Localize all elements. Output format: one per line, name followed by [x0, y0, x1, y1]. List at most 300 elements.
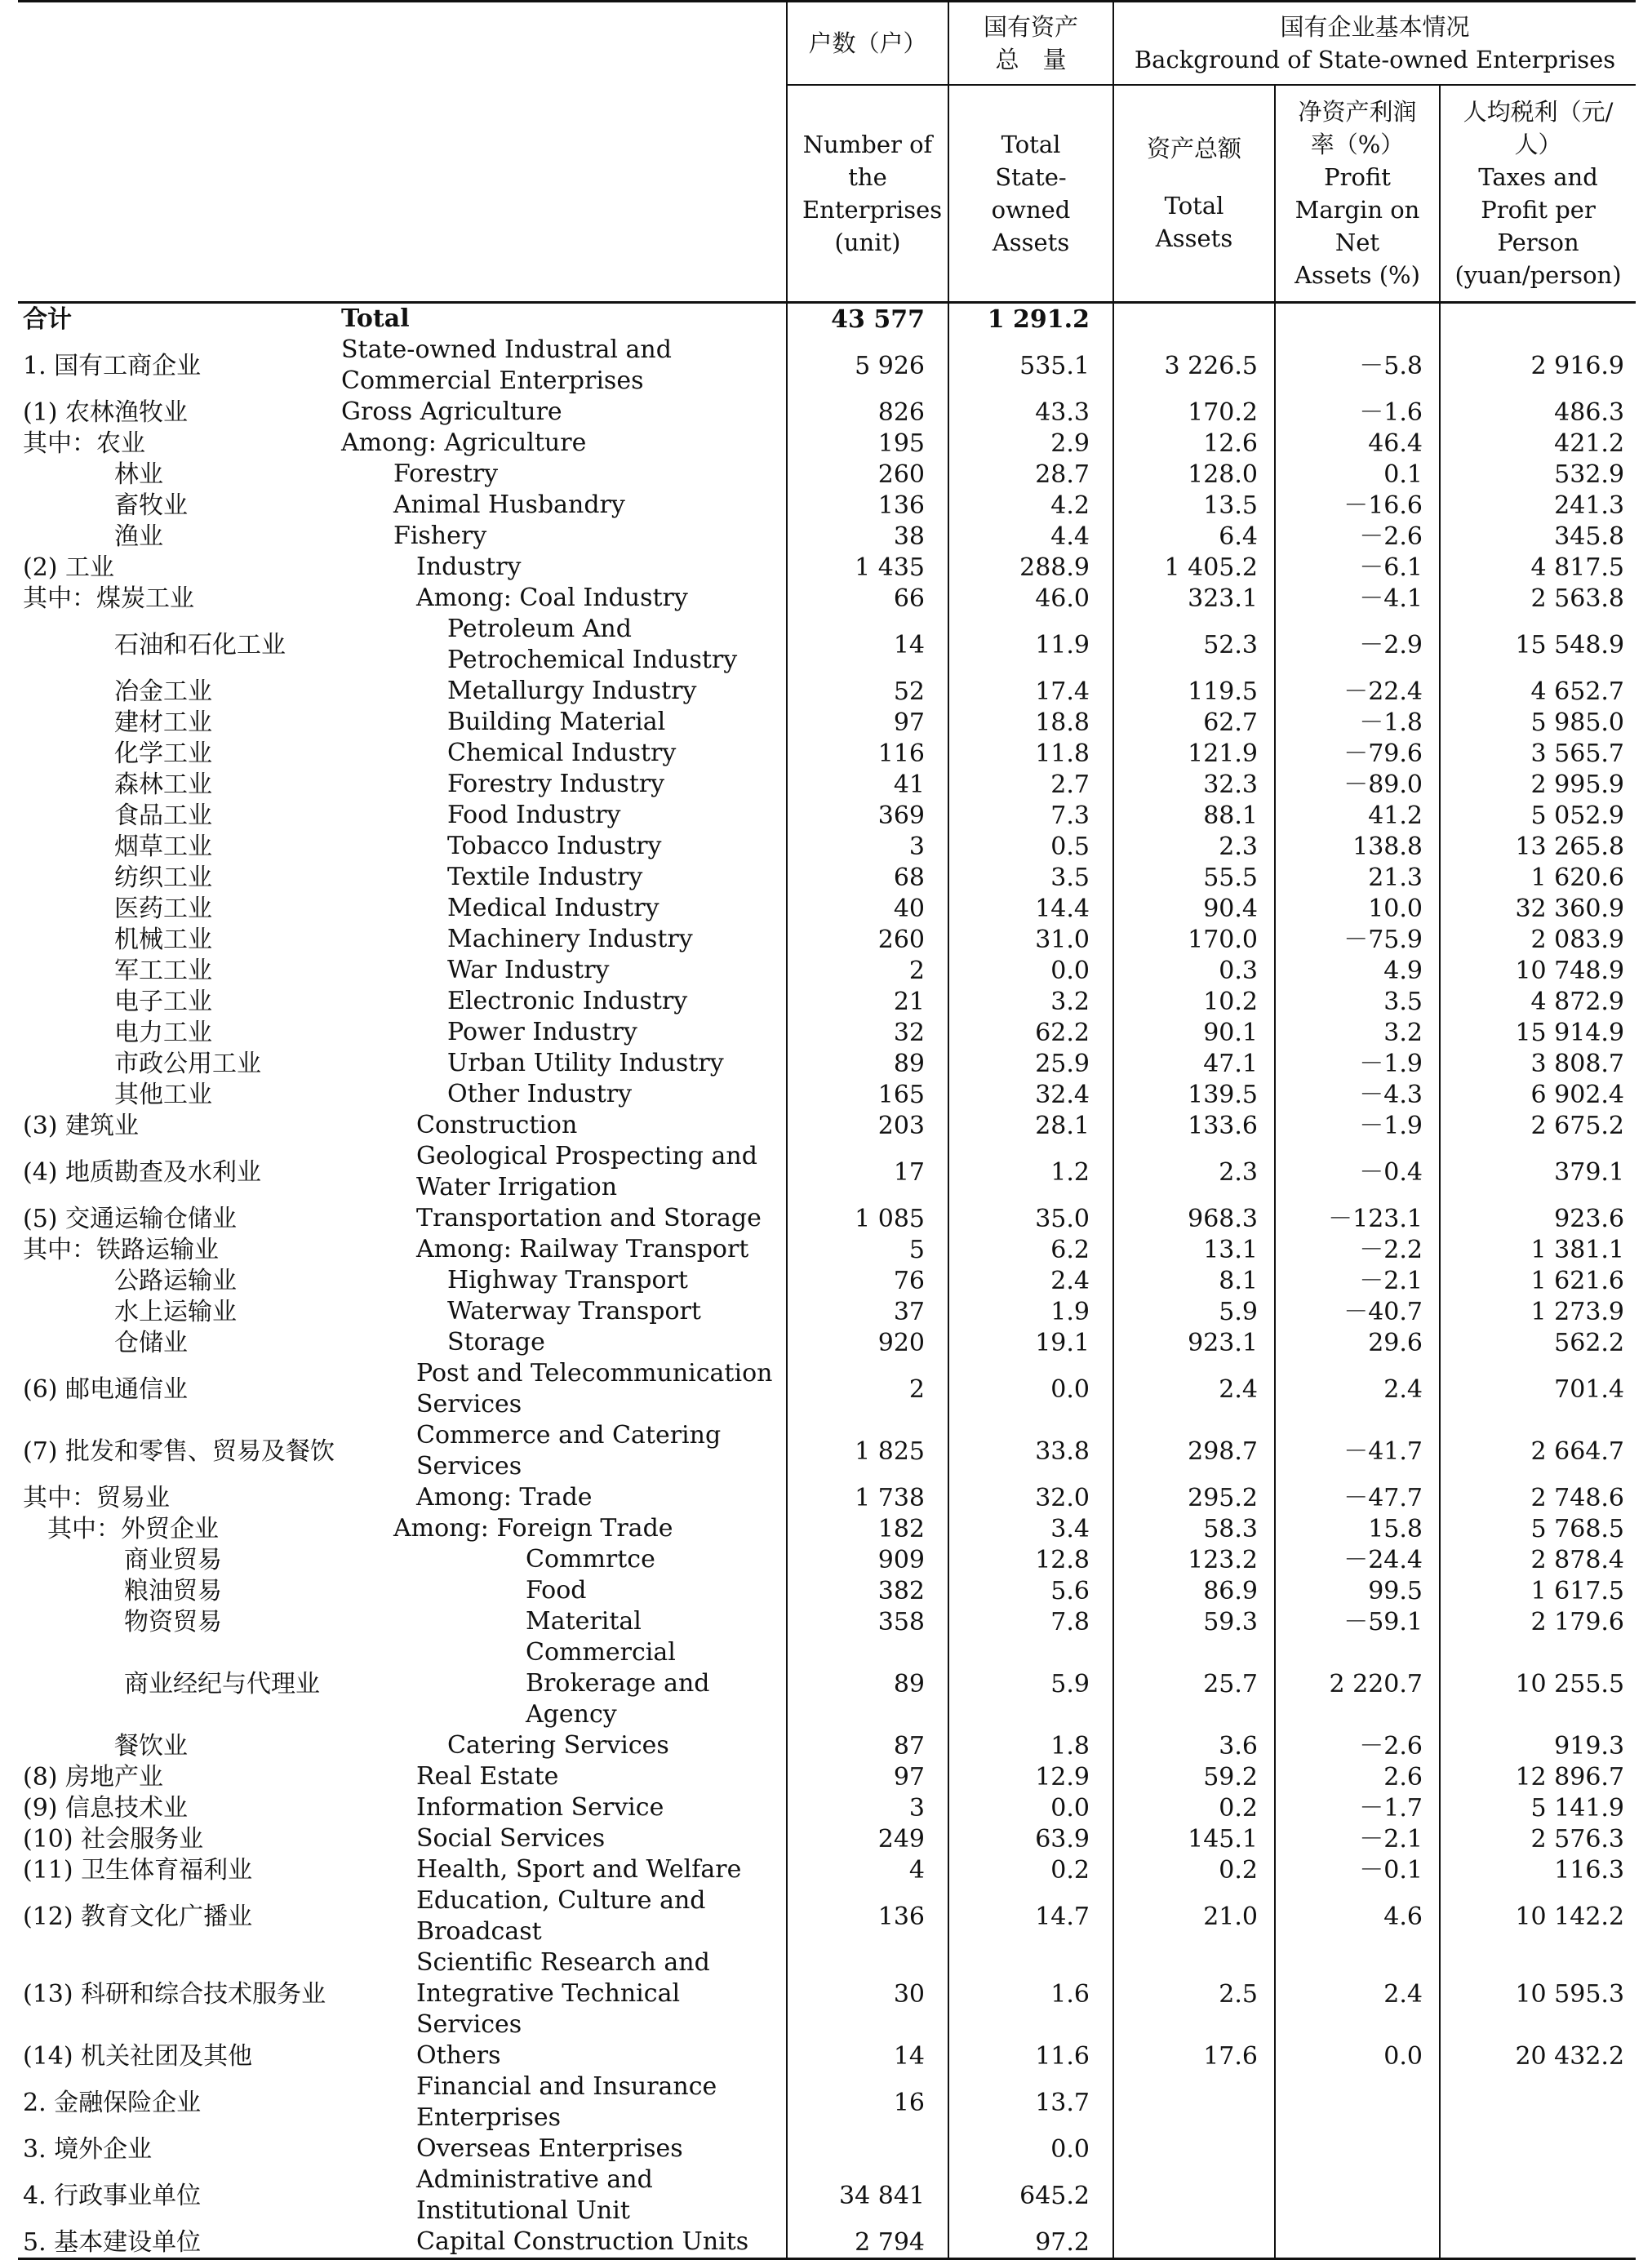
header-assets-en: Total State-owned Assets — [948, 85, 1113, 303]
cell-total-assets: 1 405.2 — [1113, 552, 1275, 583]
cell-state-assets: 3.4 — [948, 1513, 1113, 1544]
cell-state-assets: 4.4 — [948, 521, 1113, 552]
row-label-en: Forestry Industry — [447, 770, 665, 798]
cell-taxes-profit: 6 902.4 — [1440, 1079, 1636, 1110]
table-row — [18, 986, 1636, 1017]
cell-taxes-profit: 13 265.8 — [1440, 831, 1636, 862]
cell-profit-margin: －1.8 — [1275, 707, 1440, 738]
table-row — [18, 769, 1636, 800]
cell-enterprise-count: 37 — [787, 1296, 948, 1327]
row-label-en: Financial and Insurance Enterprises — [416, 2072, 717, 2132]
cell-state-assets: 0.0 — [948, 1358, 1113, 1420]
cell-total-assets: 59.3 — [1113, 1606, 1275, 1637]
row-label-en: Commrtce — [526, 1545, 655, 1574]
cell-enterprise-count: 21 — [787, 986, 948, 1017]
cell-enterprise-count: 136 — [787, 490, 948, 521]
cell-total-assets: 968.3 — [1113, 1203, 1275, 1234]
cell-state-assets: 46.0 — [948, 583, 1113, 614]
cell-taxes-profit: 10 142.2 — [1440, 1885, 1636, 1947]
cell-enterprise-count: 52 — [787, 676, 948, 707]
cell-taxes-profit: 12 896.7 — [1440, 1761, 1636, 1792]
cell-total-assets: 119.5 — [1113, 676, 1275, 707]
cell-total-assets: 298.7 — [1113, 1420, 1275, 1482]
row-label-cn: 2. 金融保险企业 — [23, 2088, 202, 2117]
cell-total-assets — [1113, 2071, 1275, 2133]
cell-enterprise-count: 1 435 — [787, 552, 948, 583]
cell-profit-margin: －6.1 — [1275, 552, 1440, 583]
row-label-cn: (14) 机关社团及其他 — [23, 2041, 253, 2071]
cell-taxes-profit: 241.3 — [1440, 490, 1636, 521]
cell-total-assets: 8.1 — [1113, 1265, 1275, 1296]
table-row — [18, 1079, 1636, 1110]
table-row — [18, 428, 1636, 459]
row-label-en: Gross Agriculture — [341, 397, 562, 426]
cell-enterprise-count — [787, 2133, 948, 2165]
row-label-en: Building Material — [447, 708, 666, 736]
cell-total-assets: 3.6 — [1113, 1730, 1275, 1761]
row-label-en: Among: Foreign Trade — [393, 1514, 673, 1543]
header-profit-margin-en: Profit Margin on Net Assets (%) — [1295, 163, 1420, 289]
row-label-en: Power Industry — [447, 1018, 637, 1046]
cell-enterprise-count: 369 — [787, 800, 948, 831]
cell-profit-margin: －59.1 — [1275, 1606, 1440, 1637]
cell-state-assets: 13.7 — [948, 2071, 1113, 2133]
row-label-en: Capital Construction Units — [336, 2227, 787, 2259]
cell-state-assets: 31.0 — [948, 924, 1113, 955]
cell-total-assets: 88.1 — [1113, 800, 1275, 831]
table-row — [18, 1017, 1636, 1048]
cell-profit-margin: 46.4 — [1275, 428, 1440, 459]
row-label-cn: 4. 行政事业单位 — [23, 2181, 202, 2210]
table-row — [18, 335, 1636, 397]
cell-state-assets: 2.7 — [948, 769, 1113, 800]
row-label-cn: (7) 批发和零售、贸易及餐饮 — [23, 1436, 335, 1466]
cell-total-assets — [1113, 2227, 1275, 2259]
cell-profit-margin: －0.4 — [1275, 1141, 1440, 1203]
cell-enterprise-count: 34 841 — [787, 2165, 948, 2227]
header-assets-cn: 国有资产 总 量 — [948, 2, 1113, 86]
row-label-en: Geological Prospecting and Water Irrigation — [416, 1142, 757, 1201]
row-label-cn: 物资贸易 — [124, 1607, 222, 1636]
cell-total-assets: 52.3 — [1113, 614, 1275, 676]
cell-total-assets: 5.9 — [1113, 1296, 1275, 1327]
cell-total-assets: 12.6 — [1113, 428, 1275, 459]
cell-enterprise-count: 87 — [787, 1730, 948, 1761]
cell-taxes-profit: 4 817.5 — [1440, 552, 1636, 583]
row-label-cn: 水上运输业 — [114, 1297, 237, 1326]
table-row — [18, 1885, 1636, 1947]
cell-enterprise-count: 32 — [787, 1017, 948, 1048]
cell-taxes-profit: 701.4 — [1440, 1358, 1636, 1420]
cell-profit-margin: 15.8 — [1275, 1513, 1440, 1544]
cell-state-assets: 0.0 — [948, 2133, 1113, 2165]
cell-profit-margin: －1.9 — [1275, 1048, 1440, 1079]
table-row — [18, 2071, 1636, 2133]
cell-enterprise-count: 17 — [787, 1141, 948, 1203]
cell-taxes-profit: 4 652.7 — [1440, 676, 1636, 707]
table-row — [18, 893, 1636, 924]
row-label-en: Textile Industry — [447, 863, 643, 891]
row-label-cn: (4) 地质勘查及水利业 — [23, 1157, 262, 1187]
row-label-en: Highway Transport — [447, 1266, 688, 1294]
row-label-en: Forestry — [393, 460, 499, 488]
table-row — [18, 1358, 1636, 1420]
row-label-cn: 5. 基本建设单位 — [18, 2227, 336, 2259]
row-label-cn: (11) 卫生体育福利业 — [23, 1855, 253, 1885]
cell-enterprise-count: 826 — [787, 397, 948, 428]
row-label-cn: (10) 社会服务业 — [23, 1824, 204, 1854]
row-label-cn: 渔业 — [114, 522, 163, 551]
cell-taxes-profit: 2 916.9 — [1440, 335, 1636, 397]
row-label-cn: 其中：煤炭工业 — [23, 584, 194, 613]
cell-state-assets: 43.3 — [948, 397, 1113, 428]
cell-total-assets: 170.0 — [1113, 924, 1275, 955]
header-taxes-profit — [1440, 85, 1636, 303]
cell-profit-margin: 3.2 — [1275, 1017, 1440, 1048]
row-label-cn: (13) 科研和综合技术服务业 — [23, 1979, 326, 2009]
cell-total-assets: 55.5 — [1113, 862, 1275, 893]
cell-profit-margin: －1.6 — [1275, 397, 1440, 428]
statistics-table-page — [18, 0, 1636, 2260]
cell-taxes-profit: 421.2 — [1440, 428, 1636, 459]
cell-enterprise-count: 76 — [787, 1265, 948, 1296]
row-label-cn: 市政公用工业 — [114, 1049, 261, 1078]
cell-enterprise-count: 38 — [787, 521, 948, 552]
cell-total-assets — [1113, 2133, 1275, 2165]
cell-enterprise-count: 43 577 — [787, 303, 948, 335]
cell-taxes-profit: 2 083.9 — [1440, 924, 1636, 955]
row-label-cn: 化学工业 — [114, 739, 212, 768]
cell-profit-margin — [1275, 303, 1440, 335]
cell-total-assets: 0.3 — [1113, 955, 1275, 986]
cell-enterprise-count: 16 — [787, 2071, 948, 2133]
row-label-en: Chemical Industry — [447, 739, 677, 767]
state-owned-enterprises-table — [18, 0, 1636, 2260]
row-label-cn: 冶金工业 — [114, 677, 212, 706]
row-label-en: Tobacco Industry — [447, 832, 662, 860]
row-label-en: Food — [526, 1576, 587, 1605]
header-profit-margin-cn: 净资产利润率（%） — [1298, 98, 1417, 158]
row-label-en: Fishery — [393, 522, 487, 550]
cell-profit-margin — [1275, 2227, 1440, 2259]
row-label-en: Other Industry — [447, 1080, 633, 1108]
cell-profit-margin: －2.2 — [1275, 1234, 1440, 1265]
table-row — [18, 955, 1636, 986]
header-count-cn: 户数（户） — [787, 2, 948, 86]
cell-taxes-profit: 1 273.9 — [1440, 1296, 1636, 1327]
cell-profit-margin: －47.7 — [1275, 1482, 1440, 1513]
cell-profit-margin: 4.6 — [1275, 1885, 1440, 1947]
cell-profit-margin: 99.5 — [1275, 1575, 1440, 1606]
cell-enterprise-count: 260 — [787, 459, 948, 490]
cell-taxes-profit: 4 872.9 — [1440, 986, 1636, 1017]
row-label-cn: 纺织工业 — [114, 863, 212, 892]
cell-state-assets: 1.2 — [948, 1141, 1113, 1203]
cell-total-assets: 32.3 — [1113, 769, 1275, 800]
header-background-en: Background of State-owned Enterprises — [1134, 46, 1616, 73]
cell-enterprise-count: 97 — [787, 707, 948, 738]
cell-taxes-profit: 1 620.6 — [1440, 862, 1636, 893]
table-row — [18, 552, 1636, 583]
cell-profit-margin: －1.9 — [1275, 1110, 1440, 1141]
cell-enterprise-count: 920 — [787, 1327, 948, 1358]
cell-total-assets: 58.3 — [1113, 1513, 1275, 1544]
cell-state-assets: 32.4 — [948, 1079, 1113, 1110]
cell-enterprise-count: 260 — [787, 924, 948, 955]
table-row — [18, 521, 1636, 552]
row-label-en: Health, Sport and Welfare — [416, 1855, 742, 1884]
cell-total-assets: 2.3 — [1113, 1141, 1275, 1203]
cell-taxes-profit: 10 595.3 — [1440, 1947, 1636, 2040]
row-label-cn: 商业贸易 — [124, 1545, 222, 1574]
cell-taxes-profit: 15 548.9 — [1440, 614, 1636, 676]
cell-total-assets: 3 226.5 — [1113, 335, 1275, 397]
cell-state-assets: 7.8 — [948, 1606, 1113, 1637]
cell-profit-margin: －0.1 — [1275, 1854, 1440, 1885]
cell-state-assets: 1.9 — [948, 1296, 1113, 1327]
cell-total-assets — [1113, 303, 1275, 335]
cell-taxes-profit: 562.2 — [1440, 1327, 1636, 1358]
row-label-en: Electronic Industry — [447, 987, 688, 1015]
table-row — [18, 397, 1636, 428]
cell-total-assets: 13.5 — [1113, 490, 1275, 521]
cell-taxes-profit: 5 052.9 — [1440, 800, 1636, 831]
cell-total-assets: 2.4 — [1113, 1358, 1275, 1420]
row-label-en: Storage — [447, 1328, 545, 1356]
cell-total-assets: 145.1 — [1113, 1823, 1275, 1854]
cell-profit-margin: －24.4 — [1275, 1544, 1440, 1575]
cell-profit-margin: －2.6 — [1275, 1730, 1440, 1761]
row-label-en: Overseas Enterprises — [416, 2134, 683, 2163]
row-label-cn: 医药工业 — [114, 894, 212, 923]
table-row — [18, 614, 1636, 676]
cell-total-assets: 121.9 — [1113, 738, 1275, 769]
row-label-cn: 其他工业 — [114, 1080, 212, 1109]
cell-taxes-profit: 2 179.6 — [1440, 1606, 1636, 1637]
table-row — [18, 676, 1636, 707]
cell-taxes-profit: 3 808.7 — [1440, 1048, 1636, 1079]
table-row — [18, 831, 1636, 862]
row-label-en: Information Service — [416, 1793, 664, 1822]
cell-total-assets: 13.1 — [1113, 1234, 1275, 1265]
header-total-assets-cn: 资产总额 — [1146, 135, 1241, 162]
row-label-en: Urban Utility Industry — [447, 1049, 724, 1077]
header-taxes-profit-en: Taxes and Profit per Person (yuan/person) — [1454, 163, 1622, 289]
row-label-cn: (9) 信息技术业 — [23, 1793, 189, 1823]
cell-state-assets: 7.3 — [948, 800, 1113, 831]
cell-profit-margin: 0.1 — [1275, 459, 1440, 490]
row-label-en: Petroleum And Petrochemical Industry — [447, 615, 738, 674]
cell-state-assets: 0.5 — [948, 831, 1113, 862]
cell-enterprise-count: 5 926 — [787, 335, 948, 397]
cell-profit-margin: 21.3 — [1275, 862, 1440, 893]
cell-profit-margin — [1275, 2071, 1440, 2133]
cell-enterprise-count: 182 — [787, 1513, 948, 1544]
cell-total-assets: 17.6 — [1113, 2040, 1275, 2071]
cell-state-assets: 0.2 — [948, 1854, 1113, 1885]
cell-taxes-profit: 2 664.7 — [1440, 1420, 1636, 1482]
cell-state-assets: 12.8 — [948, 1544, 1113, 1575]
cell-state-assets: 5.6 — [948, 1575, 1113, 1606]
table-row — [18, 1203, 1636, 1234]
cell-taxes-profit: 116.3 — [1440, 1854, 1636, 1885]
table-row — [18, 1482, 1636, 1513]
table-row — [18, 1265, 1636, 1296]
cell-profit-margin: 2.4 — [1275, 1947, 1440, 2040]
cell-profit-margin: －16.6 — [1275, 490, 1440, 521]
cell-total-assets: 90.4 — [1113, 893, 1275, 924]
cell-profit-margin — [1275, 2133, 1440, 2165]
table-row — [18, 1110, 1636, 1141]
header-background-cn: 国有企业基本情况 — [1280, 13, 1470, 41]
row-label-en: Food Industry — [447, 801, 621, 829]
cell-profit-margin: －2.1 — [1275, 1265, 1440, 1296]
cell-total-assets: 2.5 — [1113, 1947, 1275, 2040]
cell-total-assets — [1113, 2165, 1275, 2227]
table-row — [18, 738, 1636, 769]
cell-state-assets: 1 291.2 — [948, 303, 1113, 335]
cell-profit-margin: 138.8 — [1275, 831, 1440, 862]
cell-profit-margin: －89.0 — [1275, 769, 1440, 800]
row-label-cn: 林业 — [114, 460, 163, 489]
row-label-en: War Industry — [447, 956, 610, 984]
cell-state-assets: 0.0 — [948, 955, 1113, 986]
header-blank-cell — [18, 2, 787, 303]
row-label-cn: 其中：铁路运输业 — [23, 1235, 219, 1264]
cell-taxes-profit — [1440, 2227, 1636, 2259]
table-row — [18, 1544, 1636, 1575]
cell-taxes-profit: 532.9 — [1440, 459, 1636, 490]
table-body — [18, 303, 1636, 2259]
row-label-en: Machinery Industry — [447, 925, 693, 953]
cell-state-assets: 0.0 — [948, 1792, 1113, 1823]
cell-state-assets: 97.2 — [948, 2227, 1113, 2259]
cell-state-assets: 2.9 — [948, 428, 1113, 459]
cell-enterprise-count: 3 — [787, 831, 948, 862]
cell-state-assets: 62.2 — [948, 1017, 1113, 1048]
table-header — [18, 2, 1636, 303]
table-row — [18, 1606, 1636, 1637]
cell-total-assets: 59.2 — [1113, 1761, 1275, 1792]
table-row — [18, 1575, 1636, 1606]
table-row — [18, 583, 1636, 614]
row-label-cn: 仓储业 — [114, 1328, 188, 1357]
cell-taxes-profit: 20 432.2 — [1440, 2040, 1636, 2071]
row-label-cn: 粮油贸易 — [124, 1576, 222, 1605]
cell-enterprise-count: 3 — [787, 1792, 948, 1823]
cell-total-assets: 25.7 — [1113, 1637, 1275, 1730]
row-label-en: Construction — [416, 1111, 578, 1139]
row-label-en: Medical Industry — [447, 894, 659, 922]
cell-enterprise-count: 1 738 — [787, 1482, 948, 1513]
cell-profit-margin: －2.9 — [1275, 614, 1440, 676]
cell-total-assets: 10.2 — [1113, 986, 1275, 1017]
table-row — [18, 1296, 1636, 1327]
cell-state-assets: 32.0 — [948, 1482, 1113, 1513]
cell-enterprise-count: 2 794 — [787, 2227, 948, 2259]
cell-enterprise-count: 89 — [787, 1637, 948, 1730]
row-label-en: Scientific Research and Integrative Technical Services — [416, 1948, 710, 2039]
cell-enterprise-count: 165 — [787, 1079, 948, 1110]
table-row — [18, 1792, 1636, 1823]
cell-enterprise-count: 89 — [787, 1048, 948, 1079]
cell-state-assets: 2.4 — [948, 1265, 1113, 1296]
cell-state-assets: 14.7 — [948, 1885, 1113, 1947]
cell-total-assets: 86.9 — [1113, 1575, 1275, 1606]
cell-enterprise-count: 116 — [787, 738, 948, 769]
cell-profit-margin: 2.4 — [1275, 1358, 1440, 1420]
table-row — [18, 459, 1636, 490]
cell-profit-margin: 41.2 — [1275, 800, 1440, 831]
cell-taxes-profit: 10 255.5 — [1440, 1637, 1636, 1730]
table-row — [18, 1730, 1636, 1761]
cell-taxes-profit: 2 878.4 — [1440, 1544, 1636, 1575]
cell-taxes-profit: 10 748.9 — [1440, 955, 1636, 986]
table-row — [18, 1327, 1636, 1358]
row-label-en: Post and Telecommunication Services — [416, 1359, 773, 1419]
cell-taxes-profit — [1440, 2071, 1636, 2133]
table-row — [18, 707, 1636, 738]
row-label-cn: 其中：外贸企业 — [47, 1514, 219, 1543]
cell-enterprise-count: 358 — [787, 1606, 948, 1637]
cell-profit-margin: 3.5 — [1275, 986, 1440, 1017]
cell-state-assets: 535.1 — [948, 335, 1113, 397]
cell-state-assets: 28.1 — [948, 1110, 1113, 1141]
cell-total-assets: 0.2 — [1113, 1792, 1275, 1823]
cell-taxes-profit: 5 141.9 — [1440, 1792, 1636, 1823]
cell-enterprise-count: 136 — [787, 1885, 948, 1947]
table-row — [18, 1854, 1636, 1885]
cell-total-assets: 0.2 — [1113, 1854, 1275, 1885]
cell-state-assets: 288.9 — [948, 552, 1113, 583]
row-label-cn: 电力工业 — [114, 1018, 212, 1047]
header-count-en: Number of the Enterprises (unit) — [787, 85, 948, 303]
table-row — [18, 2165, 1636, 2227]
row-label-cn: (1) 农林渔牧业 — [23, 397, 189, 427]
cell-enterprise-count: 2 — [787, 955, 948, 986]
header-total-assets — [1113, 85, 1275, 303]
cell-enterprise-count: 41 — [787, 769, 948, 800]
cell-taxes-profit: 923.6 — [1440, 1203, 1636, 1234]
cell-profit-margin: 10.0 — [1275, 893, 1440, 924]
cell-profit-margin: 0.0 — [1275, 2040, 1440, 2071]
table-row — [18, 1761, 1636, 1792]
row-label-en: Administrative and Institutional Unit — [416, 2165, 653, 2225]
cell-taxes-profit: 2 576.3 — [1440, 1823, 1636, 1854]
cell-profit-margin: －2.1 — [1275, 1823, 1440, 1854]
cell-total-assets: 170.2 — [1113, 397, 1275, 428]
row-label-en: Transportation and Storage — [416, 1204, 762, 1232]
cell-taxes-profit: 1 381.1 — [1440, 1234, 1636, 1265]
cell-taxes-profit — [1440, 303, 1636, 335]
cell-state-assets: 5.9 — [948, 1637, 1113, 1730]
row-label-cn: 1. 国有工商企业 — [23, 351, 202, 380]
cell-state-assets: 63.9 — [948, 1823, 1113, 1854]
cell-total-assets: 139.5 — [1113, 1079, 1275, 1110]
cell-state-assets: 17.4 — [948, 676, 1113, 707]
table-row — [18, 1420, 1636, 1482]
cell-state-assets: 28.7 — [948, 459, 1113, 490]
row-label-en: Metallurgy Industry — [447, 677, 697, 705]
cell-enterprise-count: 30 — [787, 1947, 948, 2040]
table-row — [18, 800, 1636, 831]
cell-taxes-profit: 2 563.8 — [1440, 583, 1636, 614]
cell-state-assets: 3.5 — [948, 862, 1113, 893]
cell-taxes-profit: 1 617.5 — [1440, 1575, 1636, 1606]
cell-total-assets: 2.3 — [1113, 831, 1275, 862]
cell-profit-margin: －4.1 — [1275, 583, 1440, 614]
row-label-cn: 烟草工业 — [114, 832, 212, 861]
